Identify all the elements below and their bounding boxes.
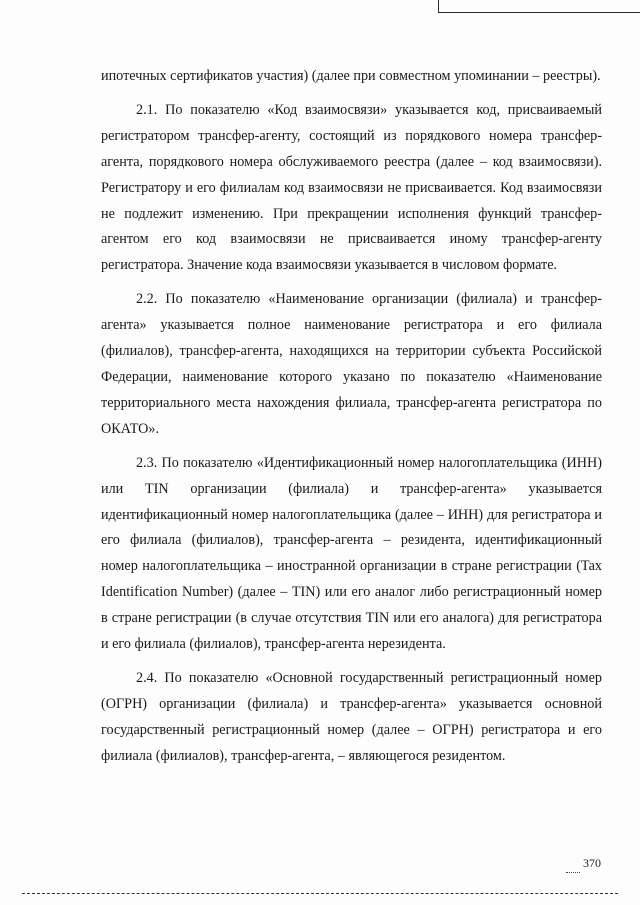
page-stamp-mark [566, 862, 580, 873]
paragraph-continuation: ипотечных сертификатов участия) (далее при совместном упоминании – реестры). [101, 68, 601, 84]
paragraph-2-1: 2.1. По показателю «Код взаимосвязи» указывается код, присваиваемый регистратором трансфер-агенту, состоящий из порядкового номера трансфер-агента, порядкового номера обслуживаемого реестра (далее – код взаимосвязи). Регистратору и его филиалам код взаимосвязи не присваивается. Код взаимосвязи не подлежит изменению. При прекращении исполнения функций трансфер-агентом его код взаимосвязи не присваивается иному трансфер-агенту регистратора. Значение кода взаимосвязи указывается в числовом формате. [101, 101, 602, 274]
corner-mark-horizontal [438, 12, 640, 13]
paragraph-2-4: 2.4. По показателю «Основной государственный регистрационный номер (ОГРН) организации (филиала) и трансфер-агента» указывается основной государственный регистрационный номер (далее – ОГРН) регистратора и его филиала (филиалов), трансфер-агента, – являющегося резидентом. [101, 669, 602, 764]
paragraph-2-3: 2.3. По показателю «Идентификационный номер налогоплательщика (ИНН) или TIN организации (филиала) и трансфер-агента» указывается идентификационный номер налогоплательщика (далее – ИНН) для регистратора и его филиала (филиалов), трансфер-агента – резидента, идентификационный номер налогоплательщика – иностранной организации в стране регистрации (Tax Identification Number) (далее – TIN) или его аналог либо регистрационный номер в стране регистрации (в случае отсутствия TIN или его аналога) для регистратора и его филиала (филиалов), трансфер-агента нерезидента. [101, 454, 602, 653]
page-number: 370 [583, 856, 601, 870]
corner-mark-vertical [438, 0, 439, 12]
paragraph-2-2: 2.2. По показателю «Наименование организации (филиала) и трансфер-агента» указывается полное наименование регистратора и его филиала (филиалов), трансфер-агента, находящихся на территории субъекта Российской Федерации, наименование которого указано по показателю «Наименование территориального места нахождения филиала, трансфер-агента регистратора по ОКАТО». [101, 291, 602, 437]
bottom-scan-border [22, 893, 618, 894]
document-body [101, 64, 602, 770]
